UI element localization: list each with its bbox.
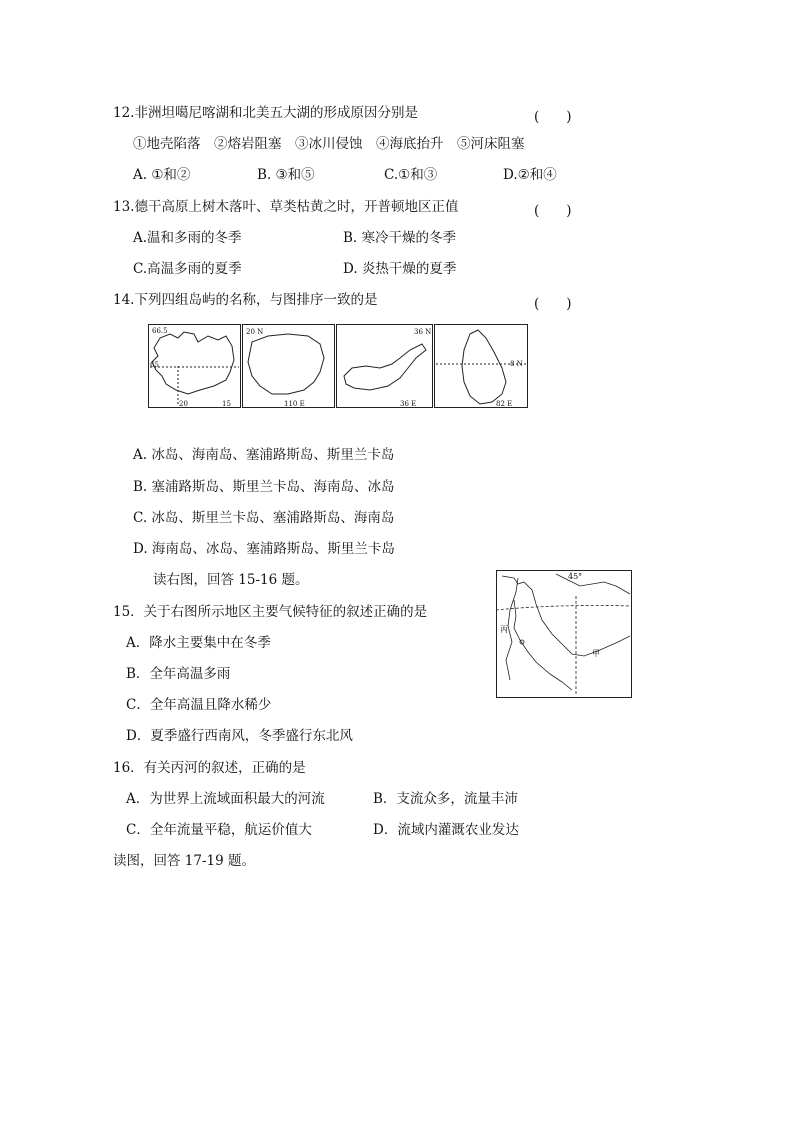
q13-answer-paren: ( ) bbox=[534, 203, 572, 219]
q14-option-d: D. 海南岛、冰岛、塞浦路斯岛、斯里兰卡岛 bbox=[133, 541, 395, 557]
map-lon-label: 45° bbox=[568, 572, 583, 581]
q15-option-a: A．降水主要集中在冬季 bbox=[126, 635, 271, 651]
q12-numbered-items: ①地壳陷落 ②熔岩阻塞 ③冰川侵蚀 ④海底抬升 ⑤河床阻塞 bbox=[133, 136, 525, 152]
q16-option-c: C．全年流量平稳，航运价值大 bbox=[126, 822, 312, 838]
p3-bottom-label: 36 E bbox=[400, 400, 417, 408]
q15-option-c: C．全年高温且降水稀少 bbox=[126, 697, 272, 713]
q13-option-c: C.高温多雨的夏季 bbox=[133, 261, 242, 277]
q16-option-b: B．支流众多，流量丰沛 bbox=[373, 791, 518, 807]
island-outline-2 bbox=[248, 334, 324, 394]
p4-bottom-label: 82 E bbox=[496, 400, 513, 408]
q13-stem: 13.德干高原上树木落叶、草类枯黄之时，开普顿地区正值 bbox=[113, 199, 459, 215]
p1-lon-a-label: 20 bbox=[179, 400, 188, 408]
map-place-label: 甲 bbox=[592, 649, 600, 658]
q12-answer-paren: ( ) bbox=[534, 109, 572, 125]
figure-panel-2 bbox=[243, 325, 335, 408]
p1-lat-top-label: 66.5 bbox=[152, 327, 168, 335]
q14-option-a: A. 冰岛、海南岛、塞浦路斯岛、斯里兰卡岛 bbox=[133, 447, 395, 463]
q13-option-a: A.温和多雨的冬季 bbox=[133, 230, 242, 246]
q12-option-b: B. ③和⑤ bbox=[257, 167, 315, 183]
q12-stem: 12.非洲坦噶尼喀湖和北美五大湖的形成原因分别是 bbox=[113, 105, 418, 121]
read-next-instruction: 读图，回答 17-19 题。 bbox=[113, 853, 256, 869]
p2-top-label: 20 N bbox=[246, 328, 264, 336]
q16-option-a: A．为世界上流域面积最大的河流 bbox=[126, 791, 325, 807]
q13-option-b: B. 寒冷干燥的冬季 bbox=[343, 230, 457, 246]
q12-option-c: C.①和③ bbox=[384, 167, 438, 183]
q12-option-a: A. ①和② bbox=[133, 167, 191, 183]
region-map bbox=[496, 570, 632, 698]
p3-top-label: 36 N bbox=[414, 328, 432, 336]
island-outline-4 bbox=[462, 330, 506, 404]
q14-stem: 14.下列四组岛屿的名称，与图排序一致的是 bbox=[113, 292, 378, 308]
p1-lat-left-label: 65 bbox=[150, 361, 159, 369]
island-outline-figures bbox=[148, 324, 528, 408]
p4-right-label: 8 N bbox=[510, 360, 523, 368]
q15-option-d: D．夏季盛行西南风，冬季盛行东北风 bbox=[126, 728, 353, 744]
q14-option-b: B. 塞浦路斯岛、斯里兰卡岛、海南岛、冰岛 bbox=[133, 479, 395, 495]
q14-answer-paren: ( ) bbox=[534, 296, 572, 312]
q12-option-d: D.②和④ bbox=[503, 167, 557, 183]
read-right-instruction: 读右图，回答 15-16 题。 bbox=[153, 572, 309, 588]
p2-bottom-label: 110 E bbox=[284, 400, 305, 408]
q14-option-c: C. 冰岛、斯里兰卡岛、塞浦路斯岛、海南岛 bbox=[133, 510, 395, 526]
p1-lon-b-label: 15 bbox=[222, 400, 231, 408]
q16-stem: 16．有关丙河的叙述，正确的是 bbox=[113, 760, 306, 776]
q16-option-d: D．流域内灌溉农业发达 bbox=[373, 822, 519, 838]
q15-option-b: B．全年高温多雨 bbox=[126, 666, 231, 682]
island-outline-3 bbox=[344, 344, 426, 390]
q13-option-d: D. 炎热干燥的夏季 bbox=[343, 261, 457, 277]
map-river-label: 丙 bbox=[500, 625, 508, 634]
island-outline-1 bbox=[152, 332, 234, 394]
latitude-line bbox=[496, 606, 632, 611]
q15-stem: 15．关于右图所示地区主要气候特征的叙述正确的是 bbox=[113, 604, 428, 620]
